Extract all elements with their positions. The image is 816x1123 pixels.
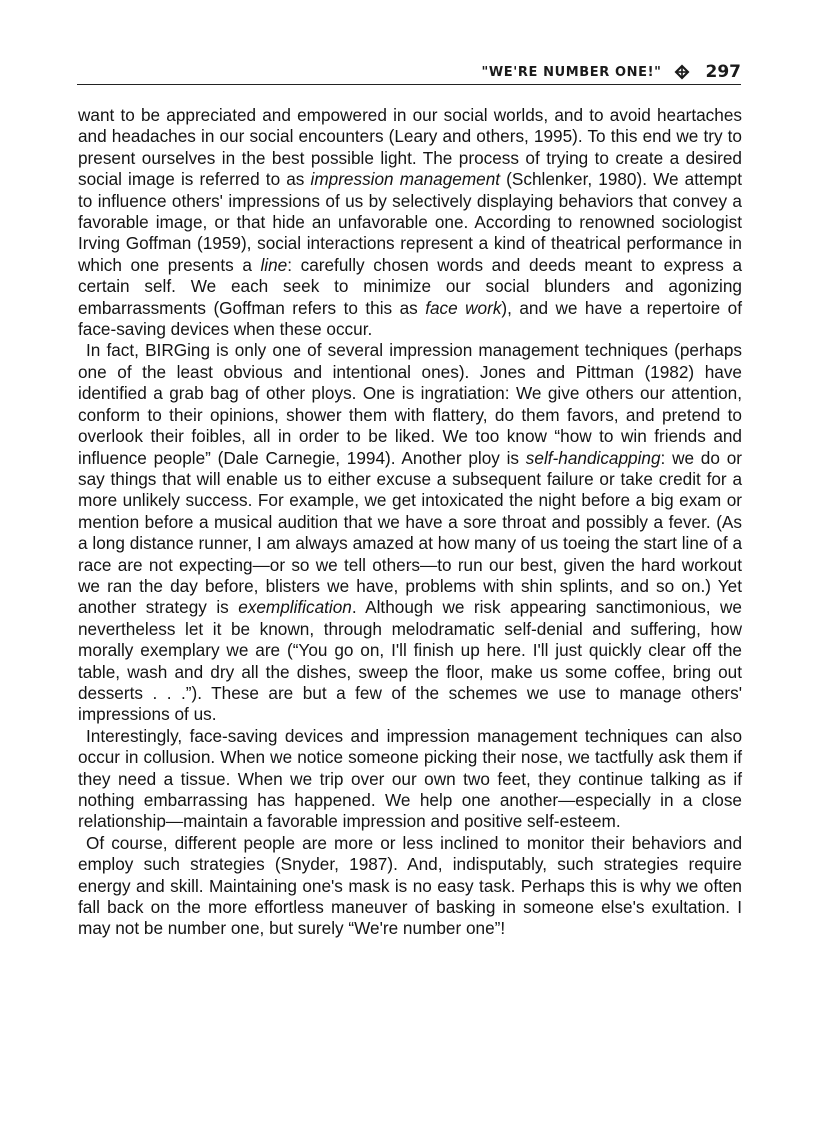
text-run: want to be appreciated and empowered in our social worlds, and to avoid heartaches and headaches in our social encounters (Leary and others, 1995). To this end we try to present ourselves in the best possible light. The process of trying to create a desired social image is referred to as	[78, 105, 742, 190]
running-title: "WE'RE NUMBER ONE!"	[481, 64, 662, 80]
paragraph	[78, 105, 742, 340]
paragraph	[78, 833, 742, 940]
text-run: Interestingly, face-saving devices and impression management techniques can also occur in collusion. When we notice someone picking their nose, we tactfully ask them if they need a tissue. When we trip over our own two feet, they continue talking as if nothing embarrassing has happened. We help one another—especially in a close relationship—maintain a favorable impression and positive self-esteem.	[78, 725, 742, 832]
paragraph	[78, 726, 742, 833]
italic-term: line	[260, 254, 288, 275]
diamond-ornament-icon	[674, 64, 690, 80]
italic-term: impression management	[310, 169, 501, 190]
running-header	[77, 60, 741, 85]
italic-term: exemplification	[238, 597, 352, 618]
text-run: . Although we risk appearing sanctimonious, we nevertheless let it be known, through melodramatic self-denial and suffering, how morally exemplary we are (“You go on, I'll finish up here. I'll just quickly clear off the table, wash and dry all the dishes, sweep the floor, make us some coffee, bring out desserts . . .”). These are but a few of the schemes we use to manage others' impressions of us.	[78, 597, 742, 725]
text-run: : we do or say things that will enable us to either excuse a subsequent failure or take credit for a more unlikely success. For example, we get intoxicated the night before a big exam or mention before a musical audition that we have a sore throat and possibly a fever. (As a long distance runner, I am always amazed at how many of us toeing the start line of a race are not expecting—or so we tell others—to run our best, given the hard workout we ran the day before, blisters we have, problems with shin splints, and so on.) Yet another strategy is	[78, 447, 742, 618]
page-number: 297	[705, 62, 741, 82]
text-run: ), and we have a repertoire of face-saving devices when these occur.	[78, 297, 742, 340]
italic-term: self-handicapping	[525, 447, 661, 468]
paragraph	[78, 340, 742, 725]
text-run: (Schlenker, 1980). We attempt to influence others' impressions of us by selectively displaying behaviors that convey a favorable image, or that hide an unfavorable one. According to renowned sociologist Irving Goffman (1959), social interactions represent a kind of theatrical performance in which one presents a	[78, 169, 742, 275]
italic-term: face work	[425, 297, 502, 318]
body-text	[78, 105, 742, 940]
text-run: In fact, BIRGing is only one of several impression management techniques (perhaps one of the least obvious and intentional ones). Jones and Pittman (1982) have identified a grab bag of other ploys. One is ingratiation: We give others our attention, conform to their opinions, shower them with flattery, do them favors, and pretend to overlook their foibles, all in order to be liked. We too know “how to win friends and influence people” (Dale Carnegie, 1994). Another ploy is	[78, 340, 742, 468]
text-run: : carefully chosen words and deeds meant to express a certain self. We each seek to minimize our social blunders and agonizing embarrassments (Goffman refers to this as	[78, 254, 742, 318]
text-run: Of course, different people are more or less inclined to monitor their behaviors and employ such strategies (Snyder, 1987). And, indisputably, such strategies require energy and skill. Maintaining one's mask is no easy task. Perhaps this is why we often fall back on the more effortless maneuver of basking in someone else's exultation. I may not be number one, but surely “We're number one”!	[78, 832, 742, 939]
